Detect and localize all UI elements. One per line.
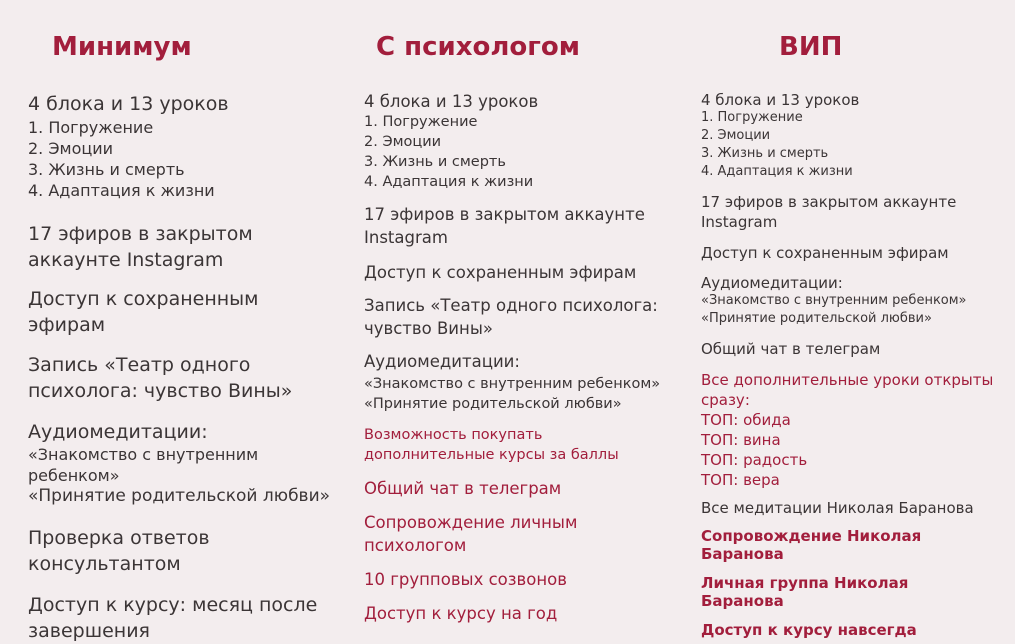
plan-title: ВИП — [779, 32, 843, 62]
audio-title: Аудиомедитации: — [701, 274, 843, 292]
feature-line: эфирам — [28, 314, 106, 336]
course-blocks-heading: 4 блока и 13 уроков — [701, 91, 860, 109]
course-blocks-heading: 4 блока и 13 уроков — [364, 92, 539, 111]
feature-line: ТОП: вина — [701, 431, 781, 449]
lesson-item: 3. Жизнь и смерть — [28, 160, 185, 179]
calls-feature: 10 групповых созвонов — [364, 570, 567, 589]
feature-line: Проверка ответов — [28, 527, 210, 549]
lesson-item: 1. Погружение — [28, 118, 154, 137]
feature-line: Сопровождение Николая — [701, 527, 922, 545]
lesson-item: 3. Жизнь и смерть — [364, 154, 506, 170]
access-feature: Доступ к сохраненным эфирам — [364, 263, 637, 282]
access-feature: Доступ к сохраненным эфирам — [701, 244, 949, 262]
efir-feature — [701, 192, 956, 232]
meditations-feature: Все медитации Николая Баранова — [701, 499, 974, 517]
audio-list — [28, 444, 330, 507]
feature-line: Запись «Театр одного психолога: — [364, 296, 658, 315]
duration-feature: Доступ к курсу на год — [364, 604, 558, 623]
feature-line: 17 эфиров в закрытом аккаунте — [364, 205, 645, 224]
lesson-list — [28, 117, 215, 201]
feature-line: Баранова — [701, 545, 784, 563]
feature-line: ТОП: вера — [701, 471, 780, 489]
feature-line: Баранова — [701, 592, 784, 610]
lesson-item: 2. Эмоции — [701, 128, 771, 143]
audio-title: Аудиомедитации: — [364, 352, 520, 371]
feature-line: Instagram — [364, 228, 448, 247]
group-feature — [701, 574, 908, 610]
plan-title: Минимум — [52, 32, 192, 62]
feature-line: психологом — [364, 536, 467, 555]
feature-line: Запись «Театр одного — [28, 354, 251, 376]
feature-line: Все дополнительные уроки открыты — [701, 371, 994, 389]
feature-line: 17 эфиров в закрытом аккаунте — [701, 193, 957, 211]
audio-item: «Знакомство с внутренним — [28, 445, 259, 464]
chat-feature: Общий чат в телеграм — [364, 479, 562, 498]
lesson-item: 3. Жизнь и смерть — [701, 146, 829, 161]
lesson-list — [364, 112, 533, 192]
record-feature — [28, 352, 292, 404]
lesson-item: 1. Погружение — [701, 110, 803, 125]
feature-line: Сопровождение личным — [364, 513, 578, 532]
extra-lessons-feature — [701, 370, 993, 490]
audio-item: «Знакомство с внутренним ребенком» — [364, 376, 661, 392]
audio-list — [701, 292, 967, 328]
audio-item: «Знакомство с внутренним ребенком» — [701, 293, 967, 308]
feature-line: Instagram — [701, 213, 778, 231]
access-feature — [28, 286, 259, 338]
feature-line: сразу: — [701, 391, 750, 409]
lesson-item: 1. Погружение — [364, 114, 478, 130]
lesson-list — [701, 109, 853, 181]
lesson-item: 4. Адаптация к жизни — [701, 164, 853, 179]
check-feature — [28, 525, 210, 577]
course-blocks-heading: 4 блока и 13 уроков — [28, 93, 229, 115]
lesson-item: 2. Эмоции — [364, 134, 442, 150]
support-feature — [701, 527, 921, 563]
audio-list — [364, 374, 660, 414]
efir-feature — [28, 221, 253, 273]
duration-feature: Доступ к курсу навсегда — [701, 621, 917, 639]
audio-title: Аудиомедитации: — [28, 421, 208, 443]
feature-line: 17 эфиров в закрытом — [28, 223, 253, 245]
feature-line: консультантом — [28, 553, 181, 575]
duration-feature — [28, 592, 317, 644]
feature-line: Возможность покупать — [364, 427, 543, 443]
points-feature — [364, 425, 619, 465]
feature-line: аккаунте Instagram — [28, 249, 224, 271]
plan-title: С психологом — [376, 32, 580, 62]
feature-line: Доступ к сохраненным — [28, 288, 259, 310]
lesson-item: 2. Эмоции — [28, 139, 114, 158]
feature-line: дополнительные курсы за баллы — [364, 447, 619, 463]
audio-item: ребенком» — [28, 466, 120, 485]
record-feature — [364, 294, 658, 340]
audio-item: «Принятие родительской любви» — [28, 486, 331, 506]
support-feature — [364, 511, 577, 557]
lesson-item: 4. Адаптация к жизни — [364, 174, 534, 190]
feature-line: чувство Вины» — [364, 319, 493, 338]
feature-line: ТОП: радость — [701, 451, 808, 469]
audio-item: «Принятие родительской любви» — [701, 311, 932, 326]
audio-item: «Принятие родительской любви» — [364, 396, 622, 412]
feature-line: Доступ к курсу: месяц после — [28, 594, 318, 616]
efir-feature — [364, 203, 645, 249]
feature-line: психолога: чувство Вины» — [28, 380, 293, 402]
feature-line: Личная группа Николая — [701, 574, 909, 592]
feature-line: завершения — [28, 620, 150, 642]
feature-line: ТОП: обида — [701, 411, 791, 429]
lesson-item: 4. Адаптация к жизни — [28, 181, 215, 200]
chat-feature: Общий чат в телеграм — [701, 340, 881, 358]
